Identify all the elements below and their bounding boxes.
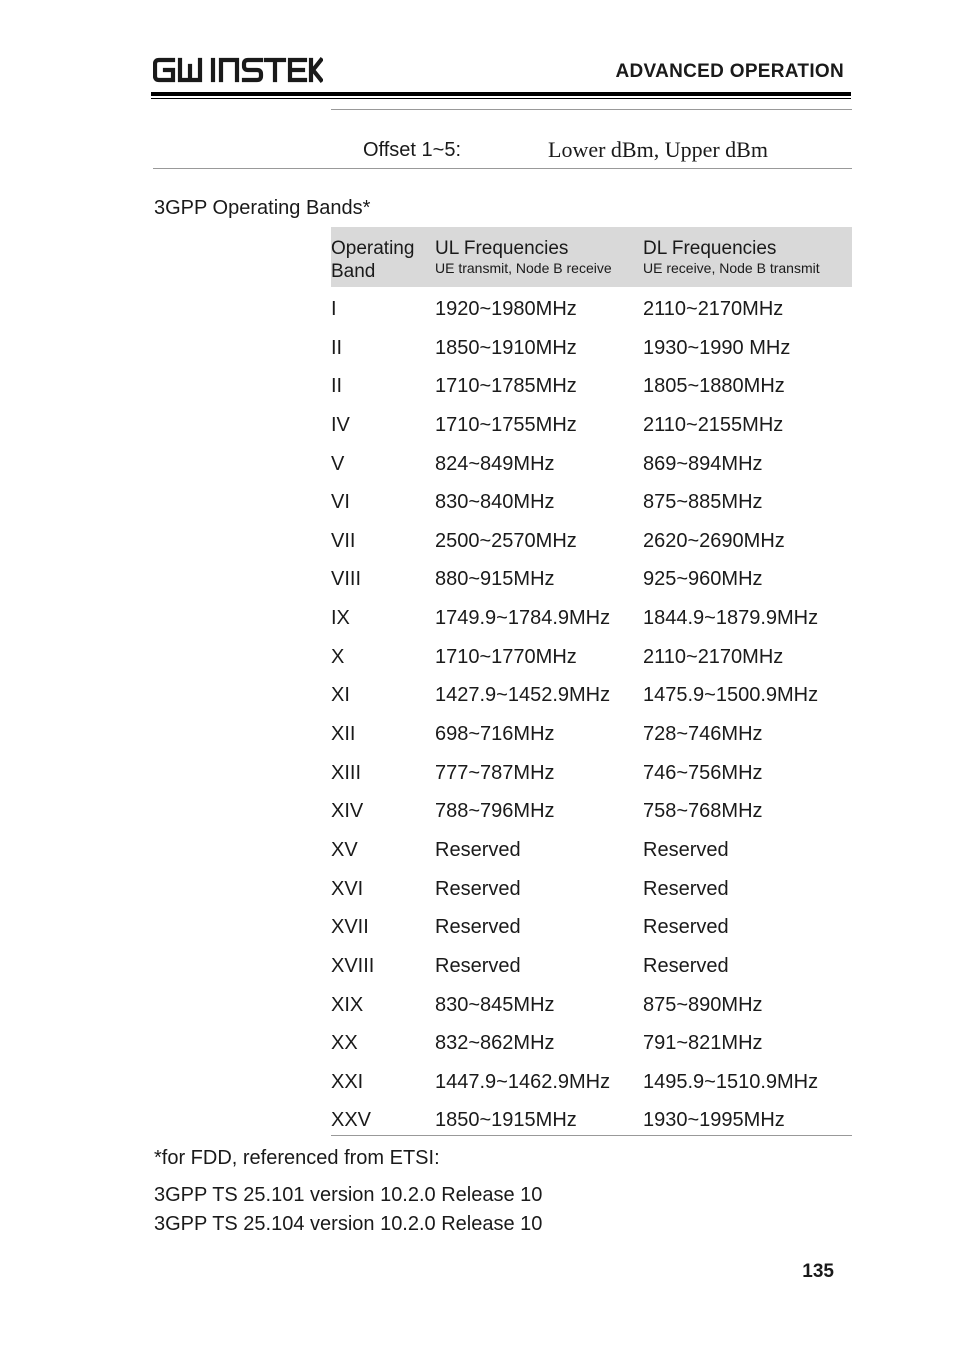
ul-cell: Reserved <box>435 877 521 900</box>
table-row <box>331 407 852 446</box>
dl-cell: 2110~2155MHz <box>643 413 784 436</box>
ul-cell: Reserved <box>435 954 521 977</box>
table-row <box>331 1025 852 1064</box>
ul-cell: Reserved <box>435 838 521 861</box>
header-ul-sub: UE transmit, Node B receive <box>435 260 612 276</box>
band-cell: IV <box>331 413 350 436</box>
table-row <box>331 523 852 562</box>
dl-cell: Reserved <box>643 838 729 861</box>
dl-cell: 1475.9~1500.9MHz <box>643 684 819 707</box>
ul-cell: 777~787MHz <box>435 761 555 784</box>
header-rule-thick <box>151 92 851 96</box>
band-cell: XXI <box>331 1070 364 1093</box>
table-row <box>331 793 852 832</box>
ul-cell: Reserved <box>435 916 521 939</box>
dl-cell: 1930~1990 MHz <box>643 336 791 359</box>
band-cell: IX <box>331 607 350 630</box>
ul-cell: 1710~1755MHz <box>435 413 577 436</box>
dl-cell: 875~890MHz <box>643 993 763 1016</box>
ul-cell: 832~862MHz <box>435 1032 555 1055</box>
dl-cell: 925~960MHz <box>643 568 763 591</box>
table-row <box>331 677 852 716</box>
table-row <box>331 291 852 330</box>
band-cell: XIV <box>331 800 364 823</box>
band-cell: XII <box>331 723 356 746</box>
band-cell: II <box>331 336 343 359</box>
header-ul-frequencies <box>435 237 612 277</box>
band-cell: V <box>331 452 345 475</box>
band-cell: XI <box>331 684 350 707</box>
ul-cell: 788~796MHz <box>435 800 555 823</box>
band-cell: XVIII <box>331 954 375 977</box>
ul-cell: 1749.9~1784.9MHz <box>435 607 611 630</box>
header-band-line1: Operating <box>331 238 415 259</box>
dl-cell: Reserved <box>643 916 729 939</box>
section-title: ADVANCED OPERATION <box>615 61 844 82</box>
dl-cell: 2110~2170MHz <box>643 298 784 320</box>
dl-cell: 869~894MHz <box>643 452 763 475</box>
table-row <box>331 330 852 369</box>
dl-cell: 2110~2170MHz <box>643 645 784 668</box>
table-row <box>331 639 852 678</box>
table-row <box>331 600 852 639</box>
dl-cell: 758~768MHz <box>643 800 763 823</box>
band-cell: VII <box>331 529 356 552</box>
band-cell: XVI <box>331 877 364 900</box>
ul-cell: 698~716MHz <box>435 723 555 746</box>
offset-value: Lower dBm, Upper dBm <box>548 137 768 162</box>
dl-cell: Reserved <box>643 954 729 977</box>
band-cell: XXV <box>331 1109 372 1132</box>
header-ul-title: UL Frequencies <box>435 238 569 259</box>
band-cell: VIII <box>331 568 362 591</box>
offset-top-rule <box>331 109 852 110</box>
dl-cell: 875~885MHz <box>643 491 763 514</box>
table-bottom-rule <box>331 1135 852 1136</box>
table-row <box>331 446 852 485</box>
band-cell: XVII <box>331 916 369 939</box>
header-rule-thin <box>151 98 851 99</box>
dl-cell: 1844.9~1879.9MHz <box>643 607 819 630</box>
dl-cell: 1805~1880MHz <box>643 375 785 398</box>
dl-cell: 1930~1995MHz <box>643 1109 785 1132</box>
ul-cell: 1850~1915MHz <box>435 1109 577 1132</box>
logo-mark-icon <box>153 56 323 84</box>
band-cell: XIX <box>331 993 364 1016</box>
table-row <box>331 832 852 871</box>
ul-cell: 1710~1770MHz <box>435 645 577 668</box>
band-cell: VI <box>331 491 350 514</box>
offset-bottom-rule <box>153 168 852 169</box>
table-row <box>331 368 852 407</box>
table-row <box>331 987 852 1026</box>
bands-heading: 3GPP Operating Bands* <box>154 197 371 219</box>
ul-cell: 880~915MHz <box>435 568 555 591</box>
dl-cell: 728~746MHz <box>643 723 763 746</box>
page-number: 135 <box>802 1261 834 1282</box>
header-operating-band <box>331 237 414 283</box>
table-row <box>331 755 852 794</box>
footnote: *for FDD, referenced from ETSI: <box>154 1147 440 1169</box>
dl-cell: 2620~2690MHz <box>643 529 785 552</box>
gw-instek-logo <box>153 56 323 88</box>
dl-cell: 791~821MHz <box>643 1032 763 1055</box>
band-cell: XX <box>331 1032 358 1055</box>
ul-cell: 830~845MHz <box>435 993 555 1016</box>
header-dl-frequencies <box>643 237 820 277</box>
ul-cell: 1920~1980MHz <box>435 298 577 320</box>
table-row <box>331 871 852 910</box>
ul-cell: 1710~1785MHz <box>435 375 577 398</box>
dl-cell: 1495.9~1510.9MHz <box>643 1070 819 1093</box>
table-row <box>331 716 852 755</box>
table-row <box>331 561 852 600</box>
reference-line: 3GPP TS 25.104 version 10.2.0 Release 10 <box>154 1213 543 1235</box>
ul-cell: 830~840MHz <box>435 491 555 514</box>
band-cell: II <box>331 375 343 398</box>
dl-cell: 746~756MHz <box>643 761 763 784</box>
table-header <box>331 227 852 287</box>
table-body <box>331 291 852 1141</box>
ul-cell: 1427.9~1452.9MHz <box>435 684 611 707</box>
ul-cell: 824~849MHz <box>435 452 555 475</box>
dl-cell: Reserved <box>643 877 729 900</box>
ul-cell: 1447.9~1462.9MHz <box>435 1070 611 1093</box>
band-cell: I <box>331 298 337 320</box>
header-band-line2: Band <box>331 261 376 282</box>
table-row <box>331 909 852 948</box>
ul-cell: 2500~2570MHz <box>435 529 577 552</box>
header-dl-sub: UE receive, Node B transmit <box>643 260 820 276</box>
table-row <box>331 1064 852 1103</box>
band-cell: XV <box>331 838 358 861</box>
table-row <box>331 948 852 987</box>
ul-cell: 1850~1910MHz <box>435 336 577 359</box>
header-dl-title: DL Frequencies <box>643 238 777 259</box>
band-cell: X <box>331 645 345 668</box>
reference-line: 3GPP TS 25.101 version 10.2.0 Release 10 <box>154 1184 543 1206</box>
offset-label: Offset 1~5: <box>363 139 462 161</box>
band-cell: XIII <box>331 761 362 784</box>
table-row <box>331 484 852 523</box>
